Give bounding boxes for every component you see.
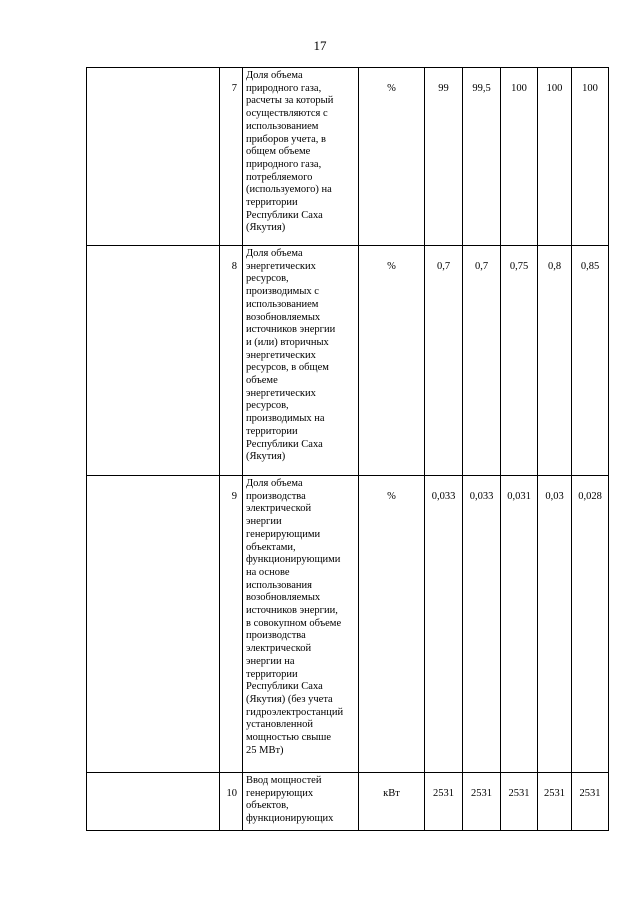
unit-cell: % (359, 68, 425, 246)
value-cell: 2531 (572, 773, 609, 831)
indicator-name: Доля объема природного газа, расчеты за который осуществляются с использованием приборов учета, в общем объеме природного газа, потребляемого (используемого) на территории Республики Саха (Якутия) (243, 68, 359, 246)
value-cell: 2531 (501, 773, 538, 831)
value-cell: 0,7 (425, 246, 463, 476)
value-cell: 2531 (425, 773, 463, 831)
row-number: 9 (220, 476, 243, 773)
value-cell: 2531 (538, 773, 572, 831)
indicator-name: Доля объема энергетических ресурсов, производимых с использованием возобновляемых источников энергии и (или) вторичных энергетических ресурсов, в общем объеме энергетических ресурсов, производимых на территории Республики Саха (Якутия) (243, 246, 359, 476)
value-cell: 2531 (463, 773, 501, 831)
unit-cell: % (359, 476, 425, 773)
value-cell: 100 (501, 68, 538, 246)
row-number: 10 (220, 773, 243, 831)
blank-cell (87, 246, 220, 476)
blank-cell (87, 476, 220, 773)
indicator-name: Доля объема производства электрической энергии генерирующими объектами, функционирующими на основе использования возобновляемых источников энергии, в совокупном объеме производства электрической энергии на территории Республики Саха (Якутия) (без учета гидроэлектростанций установленной мощностью свыше 25 МВт) (243, 476, 359, 773)
value-cell: 99,5 (463, 68, 501, 246)
indicator-name: Ввод мощностей генерирующих объектов, функционирующих (243, 773, 359, 831)
table-row (87, 68, 609, 246)
value-cell: 0,8 (538, 246, 572, 476)
value-cell: 0,031 (501, 476, 538, 773)
value-cell: 0,033 (463, 476, 501, 773)
row-number: 8 (220, 246, 243, 476)
table-row (87, 773, 609, 831)
table-row (87, 246, 609, 476)
row-number: 7 (220, 68, 243, 246)
page-number: 17 (313, 38, 327, 53)
unit-cell: кВт (359, 773, 425, 831)
value-cell: 0,028 (572, 476, 609, 773)
table-row (87, 476, 609, 773)
value-cell: 100 (572, 68, 609, 246)
value-cell: 0,85 (572, 246, 609, 476)
blank-cell (87, 68, 220, 246)
value-cell: 0,75 (501, 246, 538, 476)
unit-cell: % (359, 246, 425, 476)
indicators-table (86, 67, 609, 831)
value-cell: 0,033 (425, 476, 463, 773)
blank-cell (87, 773, 220, 831)
value-cell: 0,7 (463, 246, 501, 476)
value-cell: 100 (538, 68, 572, 246)
value-cell: 0,03 (538, 476, 572, 773)
value-cell: 99 (425, 68, 463, 246)
